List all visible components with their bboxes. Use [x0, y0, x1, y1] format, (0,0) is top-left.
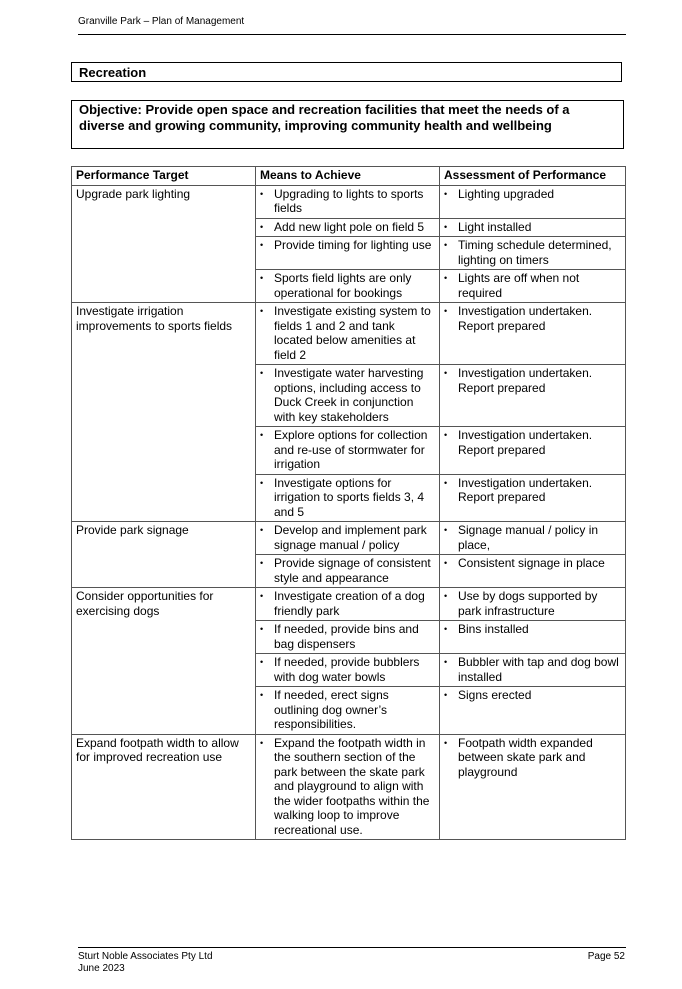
- header-assessment-of-performance: Assessment of Performance: [440, 167, 626, 186]
- assessment-cell: [440, 588, 626, 621]
- bullet-item: [260, 736, 435, 838]
- means-text: Provide timing for lighting use: [274, 238, 432, 252]
- assessment-text: Investigation undertaken. Report prepared: [458, 475, 593, 504]
- bullet-icon: •: [444, 368, 448, 378]
- header-performance-target: Performance Target: [72, 167, 256, 186]
- means-to-achieve-cell: [256, 303, 440, 365]
- assessment-cell: [440, 237, 626, 270]
- bullet-icon: •: [444, 591, 448, 601]
- bullet-item: [444, 556, 621, 571]
- bullet-icon: •: [444, 558, 448, 568]
- bullet-item: [260, 304, 435, 362]
- bullet-icon: •: [260, 221, 264, 232]
- footer-divider: [78, 947, 626, 948]
- table-row: [72, 588, 626, 621]
- bullet-item: [444, 476, 621, 505]
- assessment-text: Investigation undertaken. Report prepared: [458, 428, 593, 457]
- assessment-text: Lighting upgraded: [458, 186, 555, 201]
- bullet-icon: •: [444, 240, 448, 250]
- performance-target-cell: Consider opportunities for exercising dogs: [72, 588, 256, 735]
- assessment-text: Timing schedule determined, lighting on timers: [458, 238, 612, 267]
- table-row: [72, 522, 626, 555]
- bullet-item: [444, 622, 621, 637]
- means-text: If needed, provide bubblers with dog water bowls: [274, 655, 420, 684]
- assessment-text: Light installed: [458, 219, 532, 234]
- bullet-icon: •: [444, 188, 448, 199]
- assessment-cell: [440, 734, 626, 840]
- means-text: Sports field lights are only operational for bookings: [274, 271, 412, 300]
- bullet-item: [260, 622, 435, 651]
- means-to-achieve-cell: [256, 365, 440, 427]
- means-to-achieve-cell: [256, 474, 440, 522]
- means-text: Add new light pole on field 5: [274, 219, 425, 234]
- footer-date: June 2023: [78, 963, 125, 974]
- assessment-text: Bins installed: [458, 622, 529, 636]
- means-to-achieve-cell: [256, 270, 440, 303]
- bullet-icon: •: [444, 657, 448, 667]
- bullet-icon: •: [260, 273, 264, 283]
- bullet-item: [444, 589, 621, 618]
- assessment-text: Investigation undertaken. Report prepared: [458, 304, 593, 333]
- bullet-icon: •: [444, 430, 448, 440]
- bullet-item: [260, 220, 435, 235]
- footer-company: Sturt Noble Associates Pty Ltd: [78, 951, 213, 962]
- means-to-achieve-cell: [256, 734, 440, 840]
- bullet-item: [260, 523, 435, 552]
- section-title: Recreation: [71, 62, 622, 82]
- objective-statement: Objective: Provide open space and recreation facilities that meet the needs of a diverse and growing community, improving community health and wellbeing: [71, 100, 624, 149]
- means-to-achieve-cell: [256, 522, 440, 555]
- bullet-icon: •: [444, 306, 448, 316]
- means-text: Expand the footpath width in the southern section of the park between the skate park and playground to align with the wider footpaths within the walking loop to improve recreational use.: [274, 735, 430, 837]
- bullet-icon: •: [444, 525, 448, 535]
- bullet-icon: •: [260, 525, 264, 535]
- bullet-item: [444, 428, 621, 457]
- means-text: If needed, erect signs outlining dog owner’s responsibilities.: [274, 688, 389, 731]
- means-to-achieve-cell: [256, 654, 440, 687]
- bullet-item: [260, 655, 435, 684]
- assessment-text: Consistent signage in place: [458, 556, 605, 570]
- bullet-icon: •: [260, 368, 264, 378]
- bullet-icon: •: [260, 624, 264, 634]
- bullet-item: [444, 523, 621, 552]
- bullet-icon: •: [260, 591, 264, 601]
- table-body: [72, 185, 626, 840]
- bullet-item: [444, 271, 621, 300]
- means-text: Investigate options for irrigation to sports fields 3, 4 and 5: [274, 475, 425, 519]
- bullet-item: [260, 428, 435, 472]
- bullet-icon: •: [260, 657, 264, 667]
- assessment-text: Signage manual / policy in place,: [458, 523, 599, 552]
- bullet-icon: •: [444, 690, 448, 700]
- bullet-icon: •: [444, 624, 448, 634]
- performance-target-cell: Provide park signage: [72, 522, 256, 588]
- assessment-cell: [440, 427, 626, 475]
- assessment-text: Footpath width expanded between skate park and playground: [458, 735, 593, 779]
- assessment-cell: [440, 522, 626, 555]
- assessment-text: Use by dogs supported by park infrastructure: [458, 589, 598, 618]
- assessment-text: Lights are off when not required: [458, 271, 580, 300]
- assessment-cell: [440, 654, 626, 687]
- bullet-icon: •: [260, 477, 264, 488]
- assessment-cell: [440, 303, 626, 365]
- bullet-icon: •: [260, 306, 264, 316]
- means-text: Investigate existing system to fields 1 and 2 and tank located below amenities at field 2: [274, 304, 431, 362]
- header-divider: [78, 34, 626, 35]
- performance-target-cell: Upgrade park lighting: [72, 185, 256, 303]
- means-text: If needed, provide bins and bag dispensers: [274, 622, 419, 651]
- means-to-achieve-cell: [256, 185, 440, 218]
- assessment-text: Signs erected: [458, 688, 532, 702]
- assessment-cell: [440, 365, 626, 427]
- assessment-cell: [440, 270, 626, 303]
- bullet-item: [260, 556, 435, 585]
- assessment-cell: [440, 555, 626, 588]
- bullet-item: [444, 688, 621, 703]
- bullet-icon: •: [260, 240, 264, 250]
- bullet-item: [444, 366, 621, 395]
- bullet-item: [260, 688, 435, 732]
- bullet-item: [444, 187, 621, 202]
- means-text: Investigate creation of a dog friendly park: [274, 589, 425, 618]
- performance-target-cell: Expand footpath width to allow for improved recreation use: [72, 734, 256, 840]
- assessment-text: Investigation undertaken. Report prepared: [458, 366, 593, 395]
- bullet-item: [260, 187, 435, 216]
- bullet-icon: •: [444, 737, 448, 748]
- means-text: Investigate water harvesting options, including access to Duck Creek in conjunction with key stakeholders: [274, 366, 424, 424]
- bullet-item: [444, 304, 621, 333]
- means-text: Provide signage of consistent style and appearance: [274, 556, 431, 585]
- assessment-cell: [440, 621, 626, 654]
- footer-left: [78, 951, 213, 975]
- means-text: Explore options for collection and re-use of stormwater for irrigation: [274, 428, 428, 471]
- means-to-achieve-cell: [256, 427, 440, 475]
- bullet-icon: •: [260, 737, 264, 748]
- bullet-icon: •: [260, 188, 264, 199]
- assessment-cell: [440, 474, 626, 522]
- bullet-icon: •: [444, 477, 448, 488]
- bullet-icon: •: [260, 558, 264, 568]
- performance-target-cell: Investigate irrigation improvements to sports fields: [72, 303, 256, 522]
- bullet-item: [260, 238, 435, 253]
- footer-page-number: Page 52: [587, 951, 625, 962]
- bullet-item: [444, 220, 621, 235]
- bullet-item: [260, 271, 435, 300]
- bullet-item: [444, 736, 621, 780]
- bullet-icon: •: [444, 221, 448, 232]
- means-to-achieve-cell: [256, 687, 440, 735]
- means-to-achieve-cell: [256, 218, 440, 237]
- bullet-icon: •: [260, 690, 264, 700]
- page-header: Granville Park – Plan of Management: [78, 16, 245, 27]
- means-to-achieve-cell: [256, 237, 440, 270]
- assessment-cell: [440, 687, 626, 735]
- bullet-item: [260, 476, 435, 520]
- assessment-text: Bubbler with tap and dog bowl installed: [458, 655, 619, 684]
- bullet-item: [260, 589, 435, 618]
- table-row: [72, 303, 626, 365]
- performance-table: [71, 166, 626, 840]
- means-to-achieve-cell: [256, 621, 440, 654]
- means-text: Upgrading to lights to sports fields: [274, 186, 424, 215]
- table-header-row: [72, 167, 626, 186]
- table-row: [72, 185, 626, 218]
- bullet-item: [444, 238, 621, 267]
- bullet-item: [444, 655, 621, 684]
- means-text: Develop and implement park signage manual / policy: [274, 523, 427, 552]
- bullet-icon: •: [260, 430, 264, 440]
- header-means-to-achieve: Means to Achieve: [256, 167, 440, 186]
- table-row: [72, 734, 626, 840]
- means-to-achieve-cell: [256, 588, 440, 621]
- means-to-achieve-cell: [256, 555, 440, 588]
- assessment-cell: [440, 218, 626, 237]
- bullet-item: [260, 366, 435, 424]
- bullet-icon: •: [444, 273, 448, 283]
- assessment-cell: [440, 185, 626, 218]
